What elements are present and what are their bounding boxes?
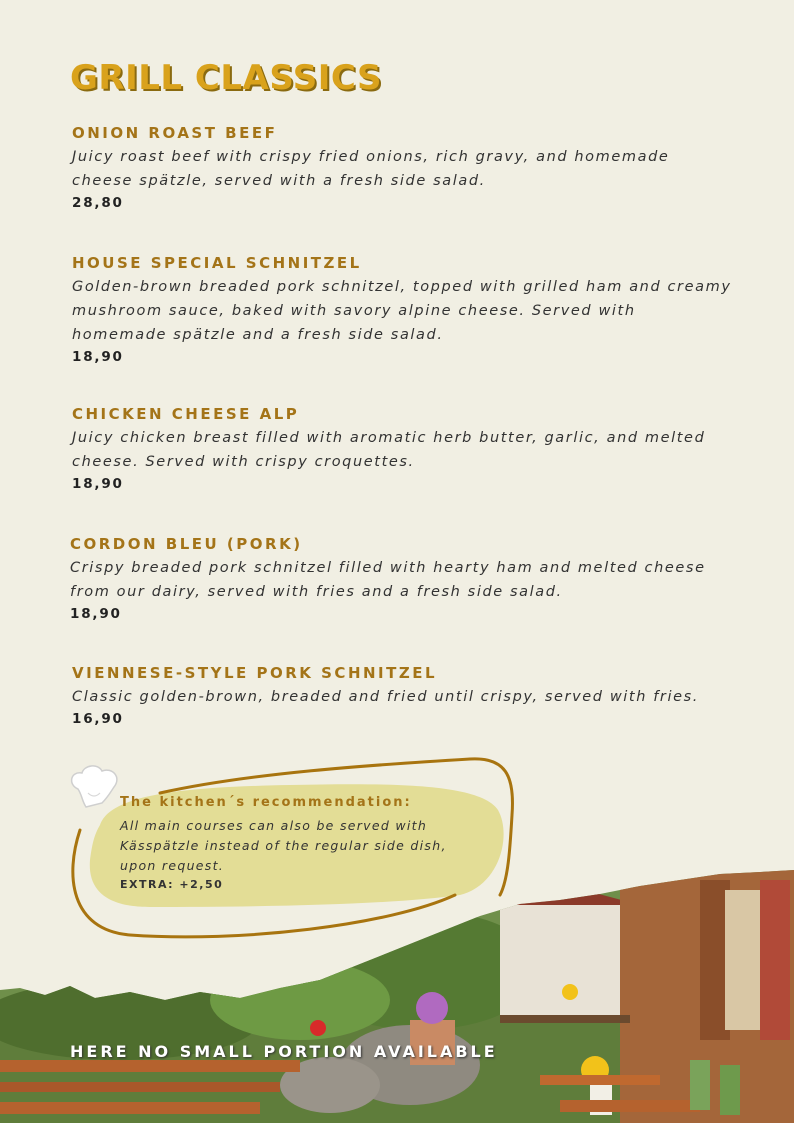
item-price: 16,90: [72, 711, 124, 727]
item-description: Juicy chicken breast filled with aromatic herb butter, garlic, and melted cheese. Served with crispy croquettes.: [72, 430, 706, 470]
item-description: Classic golden-brown, breaded and fried until crispy, served with fries.: [72, 689, 699, 705]
item-price: 18,90: [72, 349, 124, 365]
recommendation-extra: EXTRA: +2,50: [120, 878, 224, 891]
item-name: CHICKEN CHEESE ALP: [72, 405, 300, 423]
recommendation-title: The kitchen´s recommendation:: [120, 795, 412, 810]
portion-notice: HERE NO SMALL PORTION AVAILABLE: [70, 1042, 498, 1061]
menu-item: [72, 124, 732, 211]
item-name: HOUSE SPECIAL SCHNITZEL: [72, 254, 362, 272]
item-description: Juicy roast beef with crispy fried onions, rich gravy, and homemade cheese spätzle, served with a fresh side salad.: [72, 149, 670, 189]
chef-hat-icon: [72, 766, 117, 807]
item-price: 18,90: [72, 476, 124, 492]
menu-item: [72, 405, 732, 492]
menu-item: [72, 254, 732, 365]
recommendation-body: All main courses can also be served with Kässpätzle instead of the regular side dish, upon request.: [120, 818, 447, 873]
item-price: 18,90: [70, 606, 122, 622]
item-description: Crispy breaded pork schnitzel filled with hearty ham and melted cheese from our dairy, served with fries and a fresh side salad.: [70, 560, 706, 600]
item-price: 28,80: [72, 195, 124, 211]
item-name: ONION ROAST BEEF: [72, 124, 278, 142]
menu-item: [72, 664, 732, 727]
terrace-photo: [0, 860, 794, 1123]
page-title: GRILL CLASSICS: [70, 58, 383, 98]
menu-item: [70, 535, 730, 622]
item-name: CORDON BLEU (PORK): [70, 535, 303, 553]
item-name: VIENNESE-STYLE PORK SCHNITZEL: [72, 664, 438, 682]
item-description: Golden-brown breaded pork schnitzel, topped with grilled ham and creamy mushroom sauce, baked with savory alpine cheese. Served with homemade spätzle and a fresh side salad.: [72, 279, 732, 343]
